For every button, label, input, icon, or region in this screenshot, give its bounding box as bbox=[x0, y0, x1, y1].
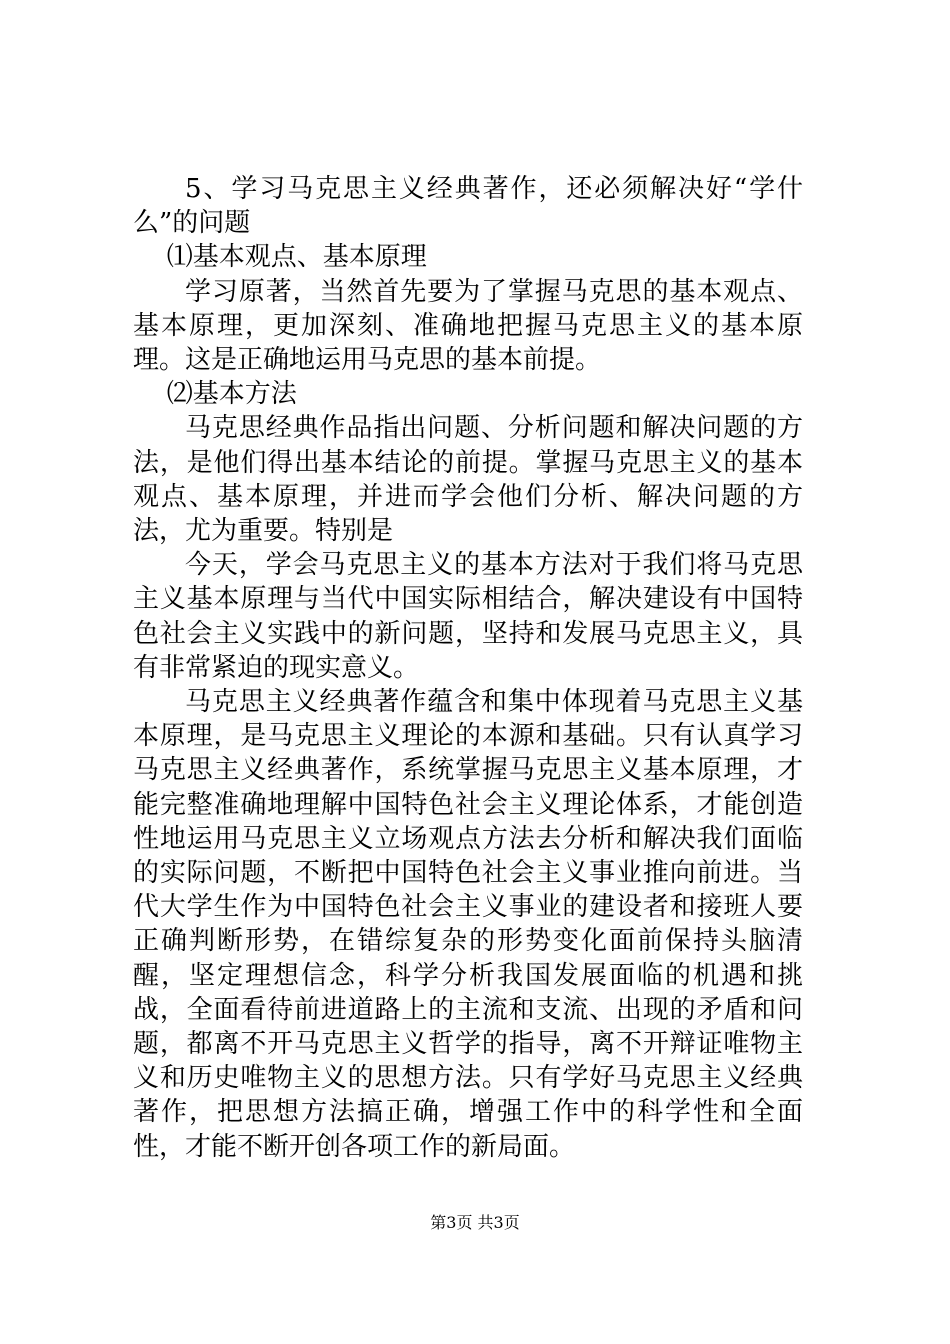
paragraph-heading-5: 5、学习马克思主义经典著作，还必须解决好“学什么”的问题 bbox=[133, 174, 803, 239]
subheading-basic-methods: ⑵基本方法 bbox=[166, 379, 297, 410]
paragraph-basic-principles: 学习原著，当然首先要为了掌握马克思的基本观点、基本原理，更加深刻、准确地把握马克思主义的基本原理。这是正确地运用马克思的基本前提。 bbox=[133, 276, 803, 376]
paragraph-today: 今天，学会马克思主义的基本方法对于我们将马克思主义基本原理与当代中国实际相结合，解决建设有中国特色社会主义实践中的新问题，坚持和发展马克思主义，具有非常紧迫的现实意义。 bbox=[133, 550, 803, 683]
page-number-footer: 第3页 共3页 bbox=[430, 1213, 520, 1232]
subheading-basic-principles: ⑴基本观点、基本原理 bbox=[166, 242, 427, 273]
paragraph-basic-methods: 马克思经典作品指出问题、分析问题和解决问题的方法，是他们得出基本结论的前提。掌握马克思主义的基本观点、基本原理，并进而学会他们分析、解决问题的方法，尤为重要。特别是 bbox=[133, 413, 803, 547]
paragraph-conclusion: 马克思主义经典著作蕴含和集中体现着马克思主义基本原理，是马克思主义理论的本源和基础。只有认真学习马克思主义经典著作，系统掌握马克思主义基本原理，才能完整准确地理解中国特色社会主义理论体系，才能创造性地运用马克思主义立场观点方法去分析和解决我们面临的实际问题，不断把中国特色社会主义事业推向前进。当代大学生作为中国特色社会主义事业的建设者和接班人要正确判断形势，在错综复杂的形势变化面前保持头脑清醒，坚定理想信念，科学分析我国发展面临的机遇和挑战，全面看待前进道路上的主流和支流、出现的矛盾和问题，都离不开马克思主义哲学的指导，离不开辩证唯物主义和历史唯物主义的思想方法。只有学好马克思主义经典著作，把思想方法搞正确，增强工作中的科学性和全面性，才能不断开创各项工作的新局面。 bbox=[133, 687, 803, 1162]
document-body bbox=[133, 172, 803, 1164]
